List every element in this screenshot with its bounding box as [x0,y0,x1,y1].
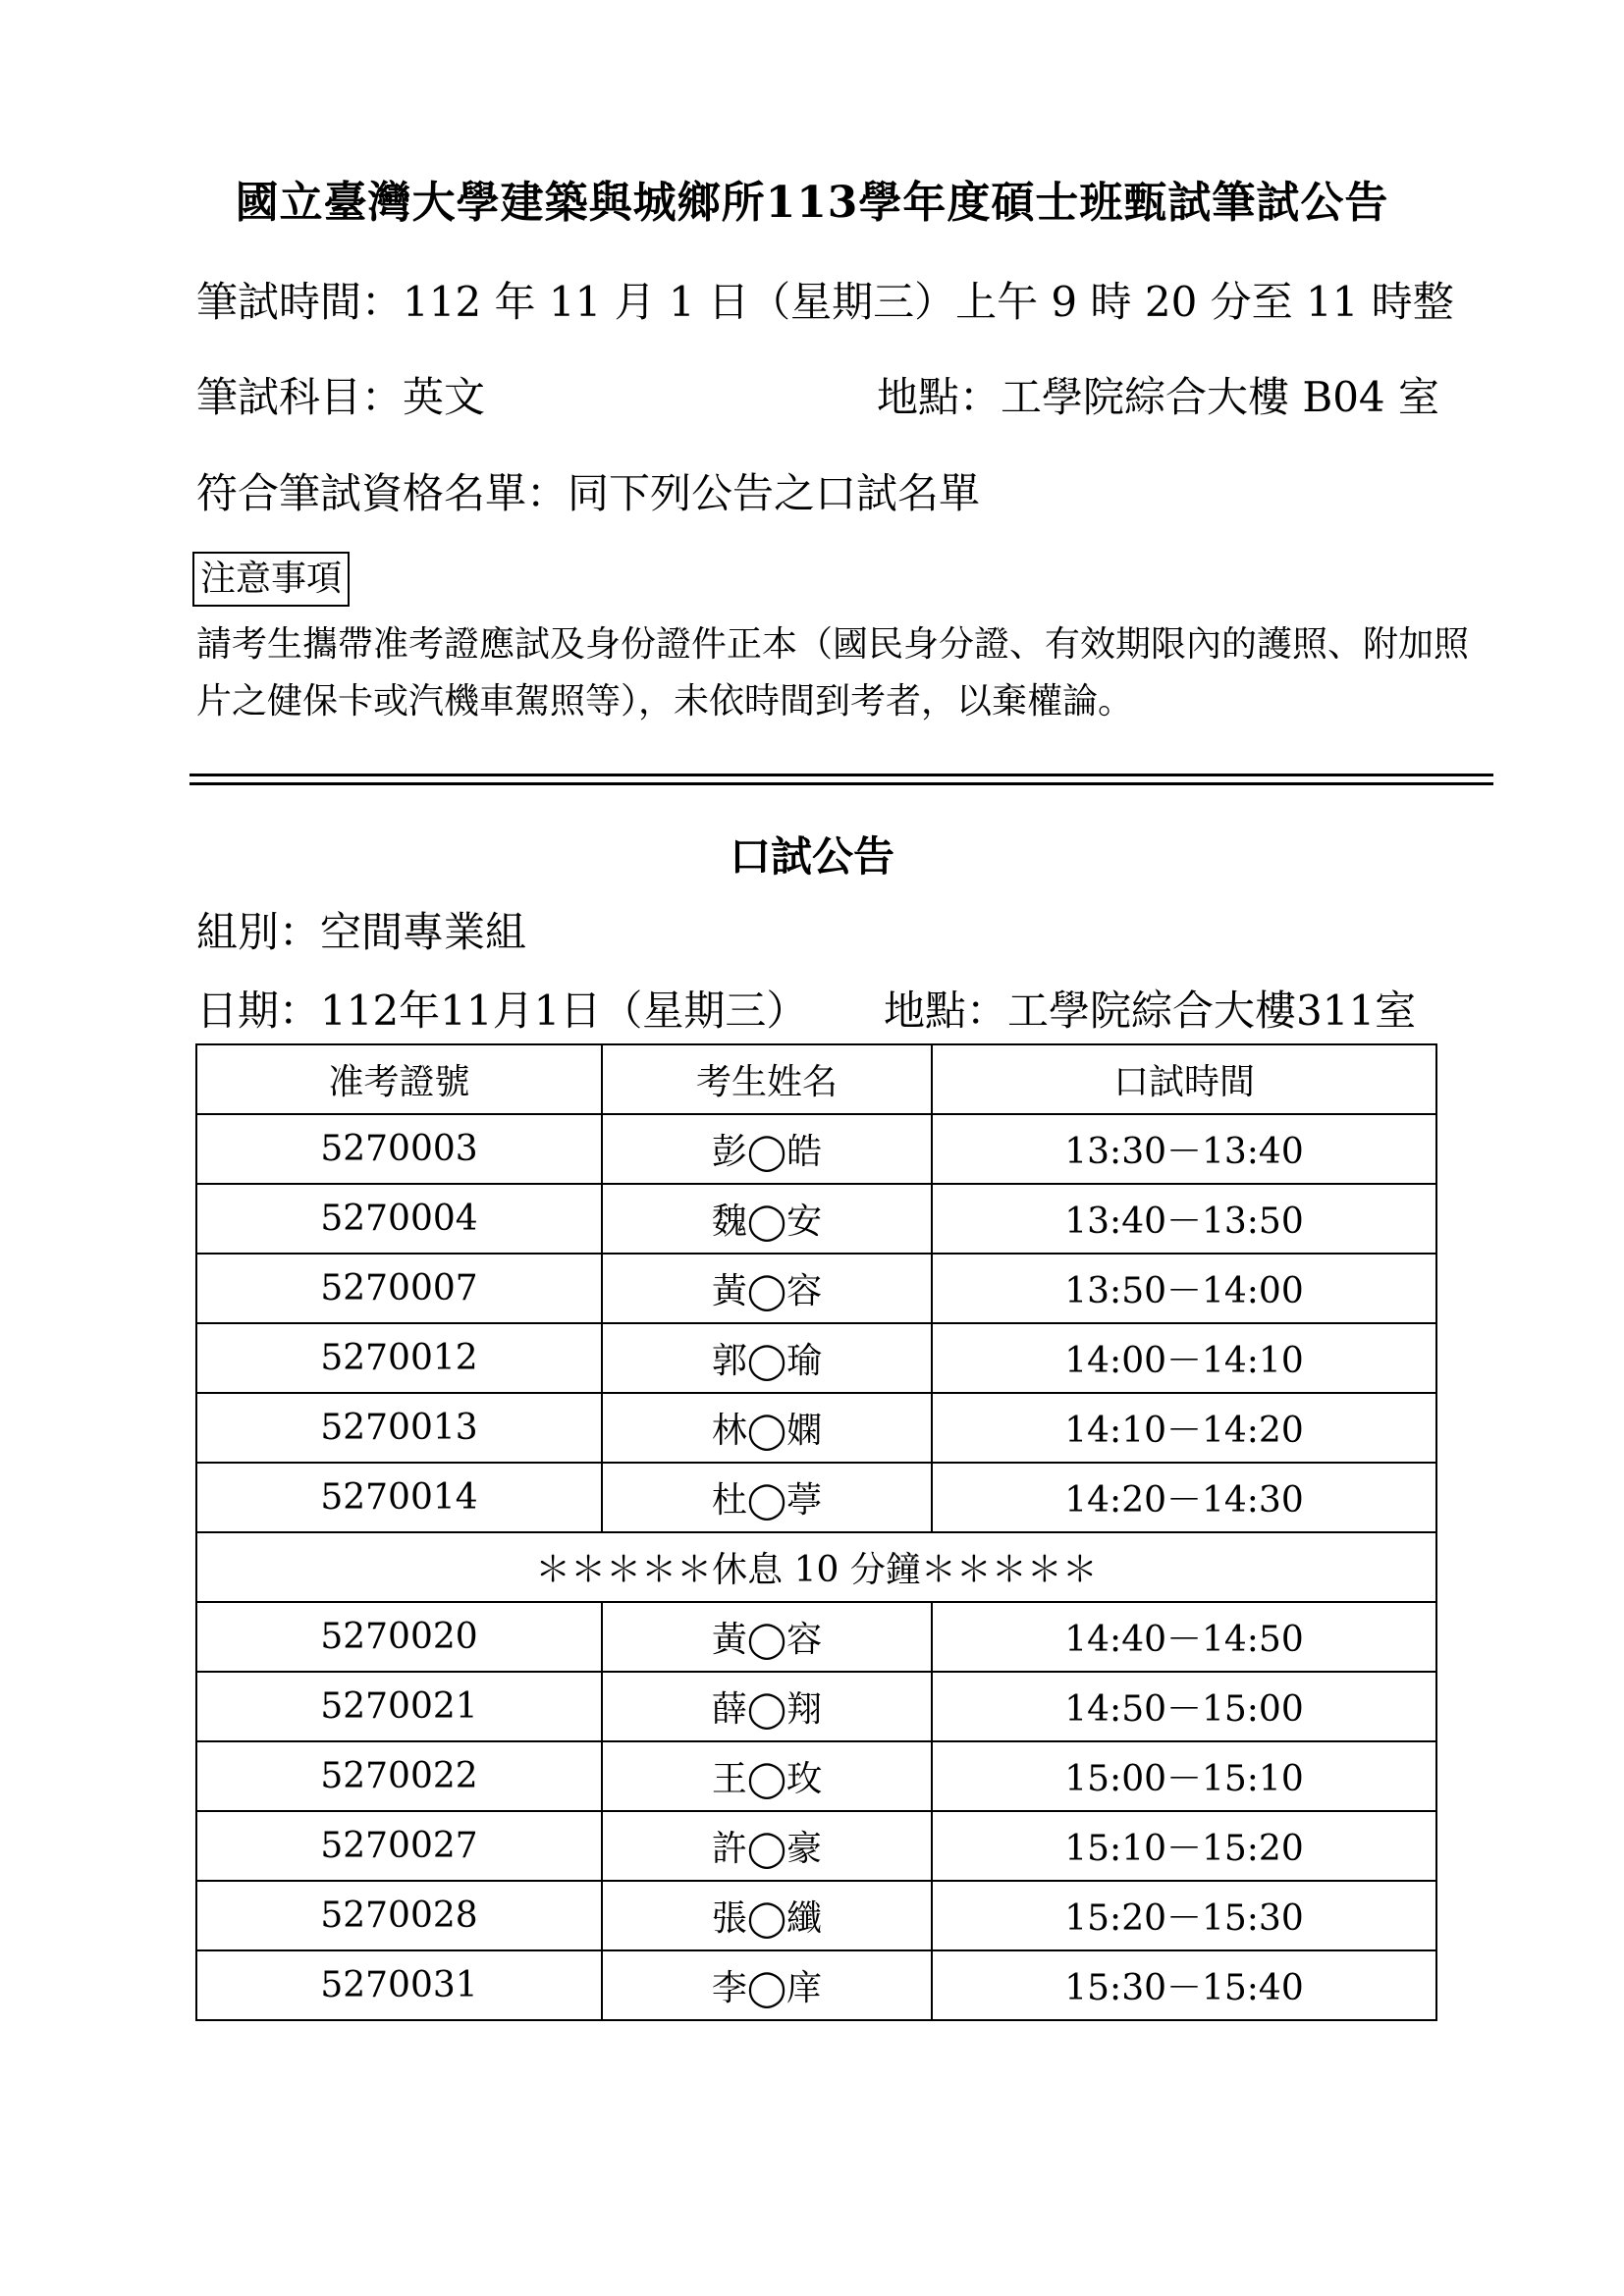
table-row [196,1463,1436,1532]
cell-oral-time: 15:00－15:10 [932,1741,1436,1811]
cell-exam-id: 5270007 [196,1254,602,1323]
cell-candidate-name: 黃◯容 [602,1254,932,1323]
cell-candidate-name: 王◯玫 [602,1741,932,1811]
cell-candidate-name: 張◯纖 [602,1881,932,1950]
cell-exam-id: 5270014 [196,1463,602,1532]
cell-candidate-name: 薛◯翔 [602,1672,932,1741]
table-row [196,1114,1436,1184]
cell-oral-time: 14:20－14:30 [932,1463,1436,1532]
cell-exam-id: 5270027 [196,1811,602,1881]
table-row [196,1811,1436,1881]
header-exam-id: 准考證號 [196,1044,602,1114]
divider-bottom [189,782,1493,785]
oral-exam-location: 地點：工學院綜合大樓311室 [884,987,1417,1035]
notice-label: 注意事項 [192,552,350,607]
cell-oral-time: 15:30－15:40 [932,1950,1436,2020]
notice-text: 請考生攜帶准考證應試及身份證件正本（國民身分證、有效期限內的護照、附加照片之健保卡或汽機車駕照等），未依時間到考者，以棄權論。 [196,624,1470,721]
cell-oral-time: 13:40－13:50 [932,1184,1436,1254]
cell-candidate-name: 彭◯皓 [602,1114,932,1184]
cell-oral-time: 14:50－15:00 [932,1672,1436,1741]
oral-exam-title: 口試公告 [729,832,894,881]
written-exam-time: 筆試時間：112 年 11 月 1 日（星期三）上午 9 時 20 分至 11 時整 [196,278,1454,326]
cell-candidate-name: 林◯嫻 [602,1393,932,1463]
cell-candidate-name: 許◯豪 [602,1811,932,1881]
table-row [196,1393,1436,1463]
cell-candidate-name: 魏◯安 [602,1184,932,1254]
table-row [196,1602,1436,1672]
cell-exam-id: 5270028 [196,1881,602,1950]
table-row [196,1672,1436,1741]
page-title: 國立臺灣大學建築與城鄉所113學年度碩士班甄試筆試公告 [235,178,1389,228]
cell-exam-id: 5270004 [196,1184,602,1254]
header-oral-time: 口試時間 [932,1044,1436,1114]
cell-candidate-name: 李◯庠 [602,1950,932,2020]
cell-exam-id: 5270020 [196,1602,602,1672]
break-text: ＊＊＊＊＊休息 10 分鐘＊＊＊＊＊ [196,1532,1436,1602]
oral-exam-group: 組別：空間專業組 [196,908,527,956]
cell-exam-id: 5270012 [196,1323,602,1393]
header-candidate-name: 考生姓名 [602,1044,932,1114]
cell-candidate-name: 郭◯瑜 [602,1323,932,1393]
table-row [196,1881,1436,1950]
cell-oral-time: 15:20－15:30 [932,1881,1436,1950]
oral-exam-date: 日期：112年11月1日（星期三） [196,987,808,1035]
cell-exam-id: 5270003 [196,1114,602,1184]
cell-oral-time: 14:40－14:50 [932,1602,1436,1672]
cell-oral-time: 14:10－14:20 [932,1393,1436,1463]
cell-exam-id: 5270021 [196,1672,602,1741]
cell-oral-time: 15:10－15:20 [932,1811,1436,1881]
table-row [196,1950,1436,2020]
table-header-row [196,1044,1436,1114]
cell-oral-time: 13:50－14:00 [932,1254,1436,1323]
table-row [196,1254,1436,1323]
written-exam-eligible: 符合筆試資格名單：同下列公告之口試名單 [196,469,981,517]
cell-exam-id: 5270031 [196,1950,602,2020]
divider-top [189,774,1493,776]
table-row [196,1184,1436,1254]
cell-oral-time: 13:30－13:40 [932,1114,1436,1184]
cell-oral-time: 14:00－14:10 [932,1323,1436,1393]
cell-exam-id: 5270022 [196,1741,602,1811]
written-exam-location: 地點：工學院綜合大樓 B04 室 [877,373,1440,421]
cell-candidate-name: 黃◯容 [602,1602,932,1672]
written-exam-subject: 筆試科目：英文 [196,373,486,421]
cell-candidate-name: 杜◯葶 [602,1463,932,1532]
table-row [196,1741,1436,1811]
break-row [196,1532,1436,1602]
oral-schedule-table [195,1043,1437,2021]
cell-exam-id: 5270013 [196,1393,602,1463]
table-row [196,1323,1436,1393]
